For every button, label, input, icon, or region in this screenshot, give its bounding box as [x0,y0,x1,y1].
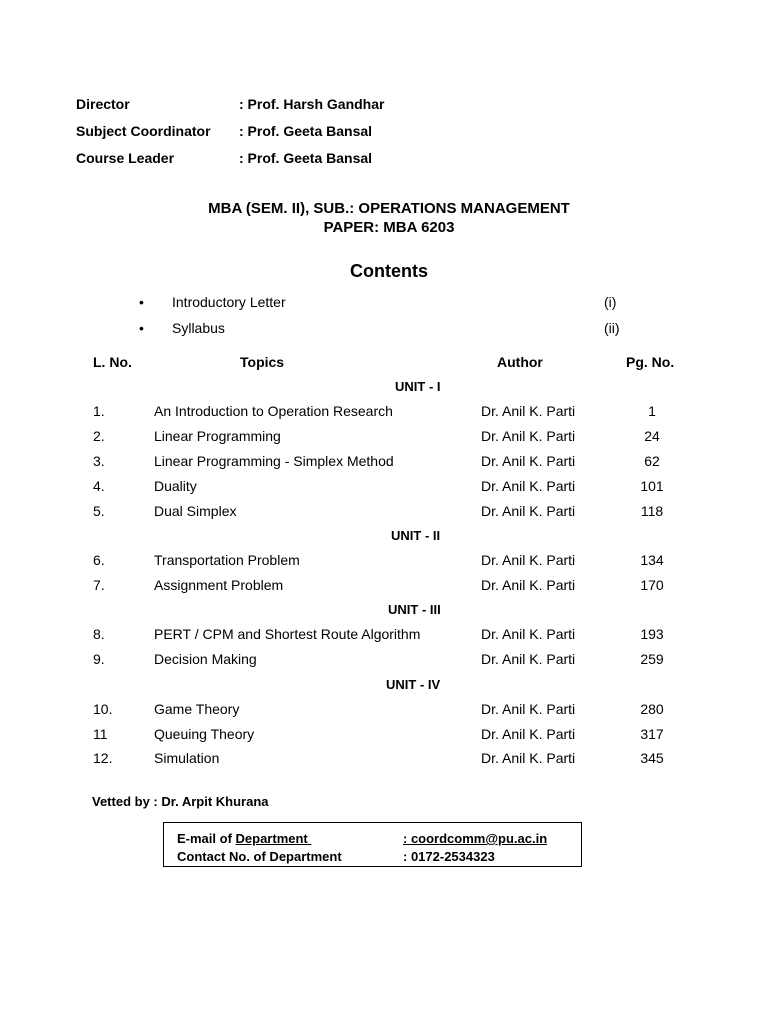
bullet-label: Introductory Letter [172,294,286,310]
unit-label: UNIT - III [388,602,441,617]
col-header-topics: Topics [240,354,285,370]
bullet-page: (ii) [604,320,620,336]
row-topic: Dual Simplex [154,503,237,519]
row-topic: Transportation Problem [154,552,300,568]
course-title: MBA (SEM. II), SUB.: OPERATIONS MANAGEMENT [208,200,570,217]
row-author: Dr. Anil K. Parti [481,478,576,494]
row-topic: Linear Programming - Simplex Method [154,453,394,469]
paper-code: PAPER: MBA 6203 [323,219,455,236]
row-page: 345 [640,750,664,766]
row-topic: Decision Making [154,651,257,667]
bullet-page: (i) [604,294,617,310]
contact-box [163,822,582,867]
row-page: 193 [640,626,664,642]
row-number: 9. [93,651,105,667]
row-number: 11 [93,726,108,742]
row-topic: Simulation [154,750,220,766]
row-number: 1. [93,403,105,419]
row-author: Dr. Anil K. Parti [481,453,576,469]
row-author: Dr. Anil K. Parti [481,577,576,593]
row-page: 134 [640,552,664,568]
row-number: 2. [93,428,105,444]
row-page: 317 [640,726,664,742]
row-topic: Linear Programming [154,428,281,444]
contents-heading: Contents [350,261,428,281]
row-topic: PERT / CPM and Shortest Route Algorithm [154,626,421,642]
unit-label: UNIT - IV [386,677,441,692]
row-author: Dr. Anil K. Parti [481,552,576,568]
unit-label: UNIT - II [391,528,441,543]
row-number: 10. [93,701,113,717]
unit-label: UNIT - I [395,379,441,394]
row-page: 170 [640,577,664,593]
col-header-lno: L. No. [93,354,132,370]
row-number: 5. [93,503,105,519]
phone-label: Contact No. of Department [177,849,342,864]
row-author: Dr. Anil K. Parti [481,726,576,742]
director-label: Director [76,96,130,112]
row-topic: Assignment Problem [154,577,284,593]
vetted-by: Vetted by : Dr. Arpit Khurana [92,794,269,809]
row-number: 4. [93,478,105,494]
leader-value: : Prof. Geeta Bansal [239,150,373,166]
row-number: 12. [93,750,113,766]
bullet-label: Syllabus [172,320,225,336]
col-header-page: Pg. No. [626,354,675,370]
row-page: 62 [644,453,660,469]
row-topic: Game Theory [154,701,240,717]
row-author: Dr. Anil K. Parti [481,750,576,766]
row-page: 259 [640,651,664,667]
director-value: : Prof. Harsh Gandhar [239,96,385,112]
coordinator-value: : Prof. Geeta Bansal [239,123,373,139]
row-author: Dr. Anil K. Parti [481,626,576,642]
row-topic: Duality [154,478,197,494]
row-page: 280 [640,701,664,717]
col-header-author: Author [497,354,543,370]
bullet-icon: • [139,320,144,336]
row-number: 8. [93,626,105,642]
row-number: 7. [93,577,105,593]
phone-value: : 0172-2534323 [403,849,495,864]
email-value[interactable]: : coordcomm@pu.ac.in [403,831,548,846]
row-author: Dr. Anil K. Parti [481,701,576,717]
row-topic: An Introduction to Operation Research [154,403,393,419]
row-page: 101 [640,478,664,494]
row-page: 1 [648,403,656,419]
row-page: 24 [644,428,660,444]
row-page: 118 [640,503,664,519]
bullet-icon: • [139,294,144,310]
leader-label: Course Leader [76,150,175,166]
row-number: 6. [93,552,105,568]
row-topic: Queuing Theory [154,726,255,742]
row-author: Dr. Anil K. Parti [481,503,576,519]
row-author: Dr. Anil K. Parti [481,403,576,419]
row-number: 3. [93,453,105,469]
row-author: Dr. Anil K. Parti [481,428,576,444]
row-author: Dr. Anil K. Parti [481,651,576,667]
email-label: E-mail of Department [177,831,308,846]
coordinator-label: Subject Coordinator [76,123,211,139]
